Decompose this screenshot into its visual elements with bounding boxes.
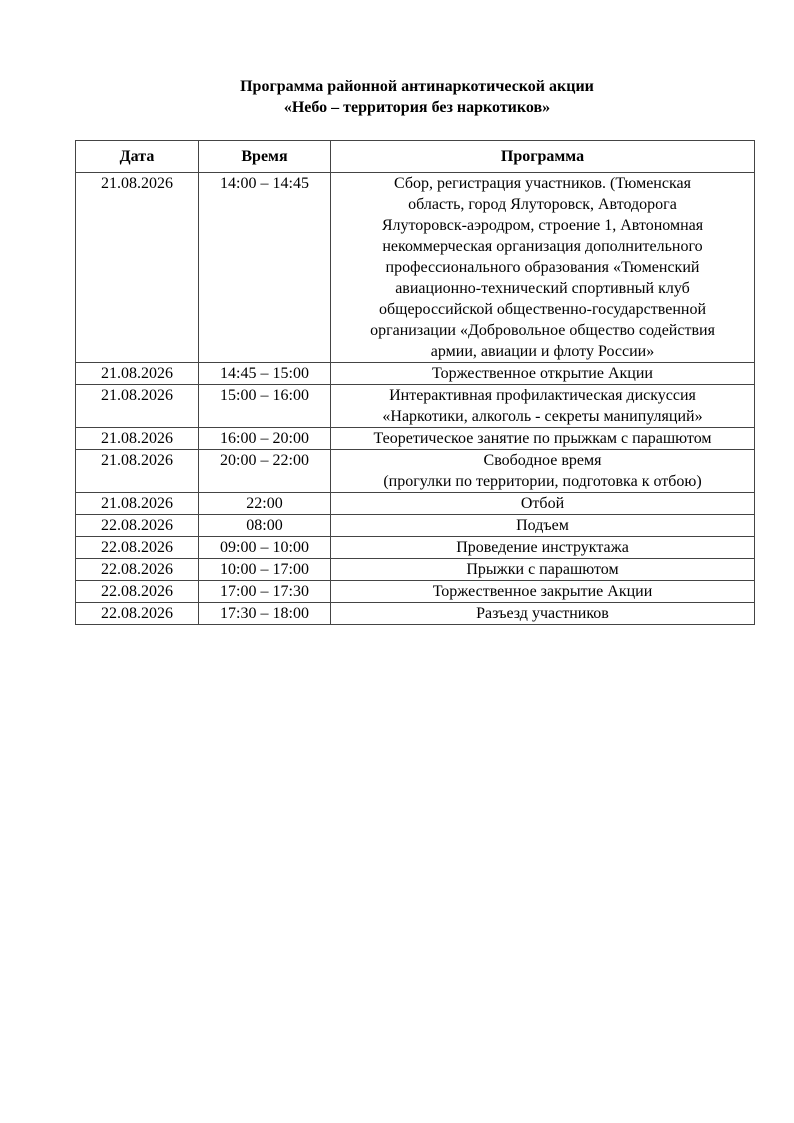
cell-date: 22.08.2026	[76, 581, 199, 603]
cell-program	[331, 385, 755, 428]
header-date: Дата	[76, 141, 199, 173]
program-line: некоммерческая организация дополнительного	[382, 238, 703, 255]
document-title-line2: «Небо – территория без наркотиков»	[283, 99, 551, 116]
program-line: Сбор, регистрация участников. (Тюменская	[394, 175, 691, 192]
cell-time: 17:00 – 17:30	[199, 581, 331, 603]
cell-date: 21.08.2026	[76, 173, 199, 363]
program-line: Торжественное закрытие Акции	[432, 583, 653, 600]
schedule-table	[75, 140, 755, 625]
schedule-table-header	[76, 141, 755, 173]
cell-time: 17:30 – 18:00	[199, 603, 331, 625]
program-line: авиационно-технический спортивный клуб	[395, 280, 690, 297]
table-row	[76, 450, 755, 493]
cell-time: 10:00 – 17:00	[199, 559, 331, 581]
table-row	[76, 385, 755, 428]
table-row	[76, 537, 755, 559]
cell-date: 21.08.2026	[76, 363, 199, 385]
header-time: Время	[199, 141, 331, 173]
schedule-table-body	[76, 173, 755, 625]
cell-time: 09:00 – 10:00	[199, 537, 331, 559]
cell-date: 21.08.2026	[76, 450, 199, 493]
cell-date: 22.08.2026	[76, 537, 199, 559]
table-row	[76, 515, 755, 537]
cell-program	[331, 515, 755, 537]
cell-time: 16:00 – 20:00	[199, 428, 331, 450]
cell-date: 21.08.2026	[76, 493, 199, 515]
table-row	[76, 559, 755, 581]
cell-time: 15:00 – 16:00	[199, 385, 331, 428]
cell-time: 08:00	[199, 515, 331, 537]
cell-program	[331, 173, 755, 363]
cell-program	[331, 581, 755, 603]
program-line: Прыжки с парашютом	[466, 561, 619, 578]
cell-date: 21.08.2026	[76, 385, 199, 428]
cell-program	[331, 559, 755, 581]
program-line: организации «Добровольное общество содействия	[370, 322, 715, 339]
cell-program	[331, 537, 755, 559]
program-line: армии, авиации и флоту России»	[430, 343, 655, 360]
cell-date: 22.08.2026	[76, 515, 199, 537]
table-row	[76, 173, 755, 363]
cell-program	[331, 428, 755, 450]
program-line: Отбой	[520, 495, 565, 512]
program-line: (прогулки по территории, подготовка к отбою)	[383, 473, 702, 490]
program-line: Интерактивная профилактическая дискуссия	[389, 387, 696, 404]
header-row	[76, 141, 755, 173]
cell-date: 21.08.2026	[76, 428, 199, 450]
table-row	[76, 581, 755, 603]
program-line: Разъезд участников	[476, 605, 609, 622]
table-row	[76, 363, 755, 385]
table-row	[76, 493, 755, 515]
cell-time: 22:00	[199, 493, 331, 515]
program-line: Подъем	[516, 517, 569, 534]
document-title-line1: Программа районной антинаркотической акции	[240, 78, 594, 95]
program-line: Ялуторовск-аэродром, строение 1, Автономная	[381, 217, 704, 234]
cell-time: 14:45 – 15:00	[199, 363, 331, 385]
program-line: «Наркотики, алкоголь - секреты манипуляций»	[382, 408, 703, 425]
program-line: общероссийской общественно-государственной	[378, 301, 706, 318]
header-program: Программа	[331, 141, 755, 173]
table-row	[76, 603, 755, 625]
cell-date: 22.08.2026	[76, 603, 199, 625]
program-line: профессионального образования «Тюменский	[385, 259, 700, 276]
cell-program	[331, 603, 755, 625]
program-line: Свободное время	[483, 452, 602, 469]
cell-program	[331, 450, 755, 493]
table-row	[76, 428, 755, 450]
program-line: Теоретическое занятие по прыжкам с парашютом	[373, 430, 712, 447]
cell-program	[331, 493, 755, 515]
cell-time: 14:00 – 14:45	[199, 173, 331, 363]
cell-time: 20:00 – 22:00	[199, 450, 331, 493]
program-line: область, город Ялуторовск, Автодорога	[408, 196, 677, 213]
cell-program	[331, 363, 755, 385]
program-line: Проведение инструктажа	[456, 539, 629, 556]
cell-date: 22.08.2026	[76, 559, 199, 581]
program-line: Торжественное открытие Акции	[432, 365, 653, 382]
